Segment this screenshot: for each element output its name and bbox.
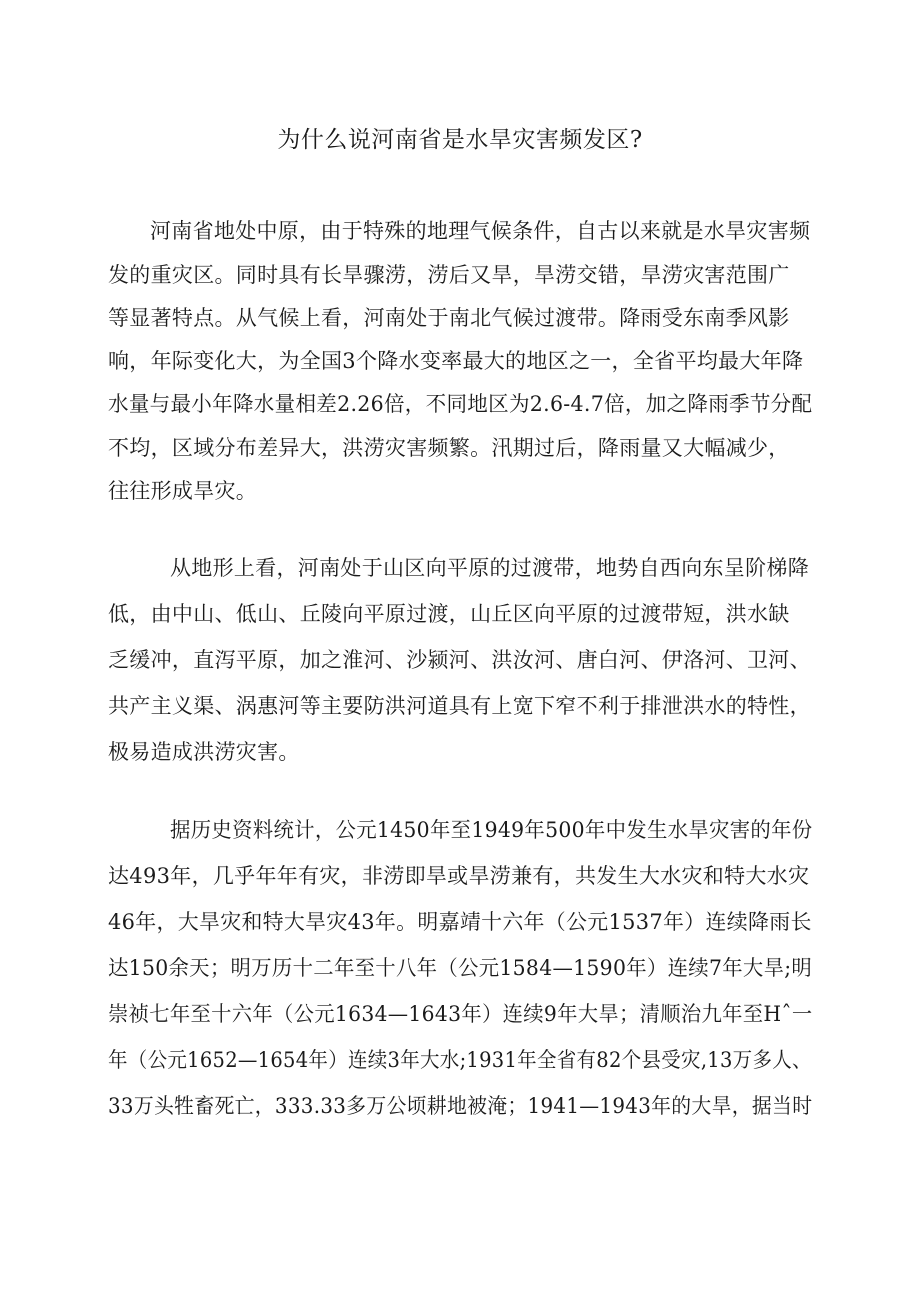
paragraph-3-line-5: 崇祯七年至十六年（公元1634—1643年）连续9年大旱；清顺治九年至Hˆ一: [108, 1002, 813, 1026]
paragraph-1-line-7: 往往形成旱灾。: [108, 479, 258, 503]
paragraph-3-line-6: 年（公元1652—1654年）连续3年大水;1931年全省有82个县受灾,13万多人、: [108, 1048, 812, 1072]
paragraph-3-line-4: 达150余天；明万历十二年至十八年（公元1584—1590年）连续7年大旱;明: [108, 956, 813, 980]
paragraph-1-line-4: 响，年际变化大，为全国3个降水变率最大的地区之一，全省平均最大年降: [108, 349, 804, 373]
paragraph-2-line-2: 低，由中山、低山、丘陵向平原过渡，山丘区向平原的过渡带短，洪水缺: [108, 602, 790, 626]
paragraph-2-line-3: 乏缓冲，直泻平原，加之淮河、沙颍河、洪汝河、唐白河、伊洛河、卫河、: [108, 648, 811, 672]
paragraph-1-line-1: 河南省地处中原，由于特殊的地理气候条件，自古以来就是水旱灾害频: [150, 219, 811, 243]
paragraph-1-line-5: 水量与最小年降水量相差2.26倍，不同地区为2.6-4.7倍，加之降雨季节分配: [108, 392, 813, 416]
paragraph-1-line-6: 不均，区域分布差异大，洪涝灾害频繁。汛期过后，降雨量又大幅减少，: [108, 436, 790, 460]
paragraph-1-line-3: 等显著特点。从气候上看，河南处于南北气候过渡带。降雨受东南季风影: [108, 306, 790, 330]
paragraph-1-line-2: 发的重灾区。同时具有长旱骤涝，涝后又旱，旱涝交错，旱涝灾害范围广: [108, 263, 790, 287]
paragraph-3-line-3: 46年，大旱灾和特大旱灾43年。明嘉靖十六年（公元1537年）连续降雨长: [108, 910, 812, 934]
paragraph-3-line-1: 据历史资料统计，公元1450年至1949年500年中发生水旱灾害的年份: [170, 818, 813, 842]
paragraph-3-line-2: 达493年，几乎年年有灾，非涝即旱或旱涝兼有，共发生大水灾和特大水灾: [108, 864, 810, 888]
document-title: 为什么说河南省是水旱灾害频发区?: [277, 127, 643, 153]
paragraph-2-line-1: 从地形上看，河南处于山区向平原的过渡带，地势自西向东呈阶梯降: [170, 556, 809, 580]
paragraph-3-line-7: 33万头牲畜死亡，333.33多万公顷耕地被淹；1941—1943年的大旱，据当时: [108, 1094, 813, 1118]
paragraph-2-line-5: 极易造成洪涝灾害。: [108, 740, 300, 764]
paragraph-2-line-4: 共产主义渠、涡惠河等主要防洪河道具有上宽下窄不利于排泄洪水的特性，: [108, 694, 811, 718]
